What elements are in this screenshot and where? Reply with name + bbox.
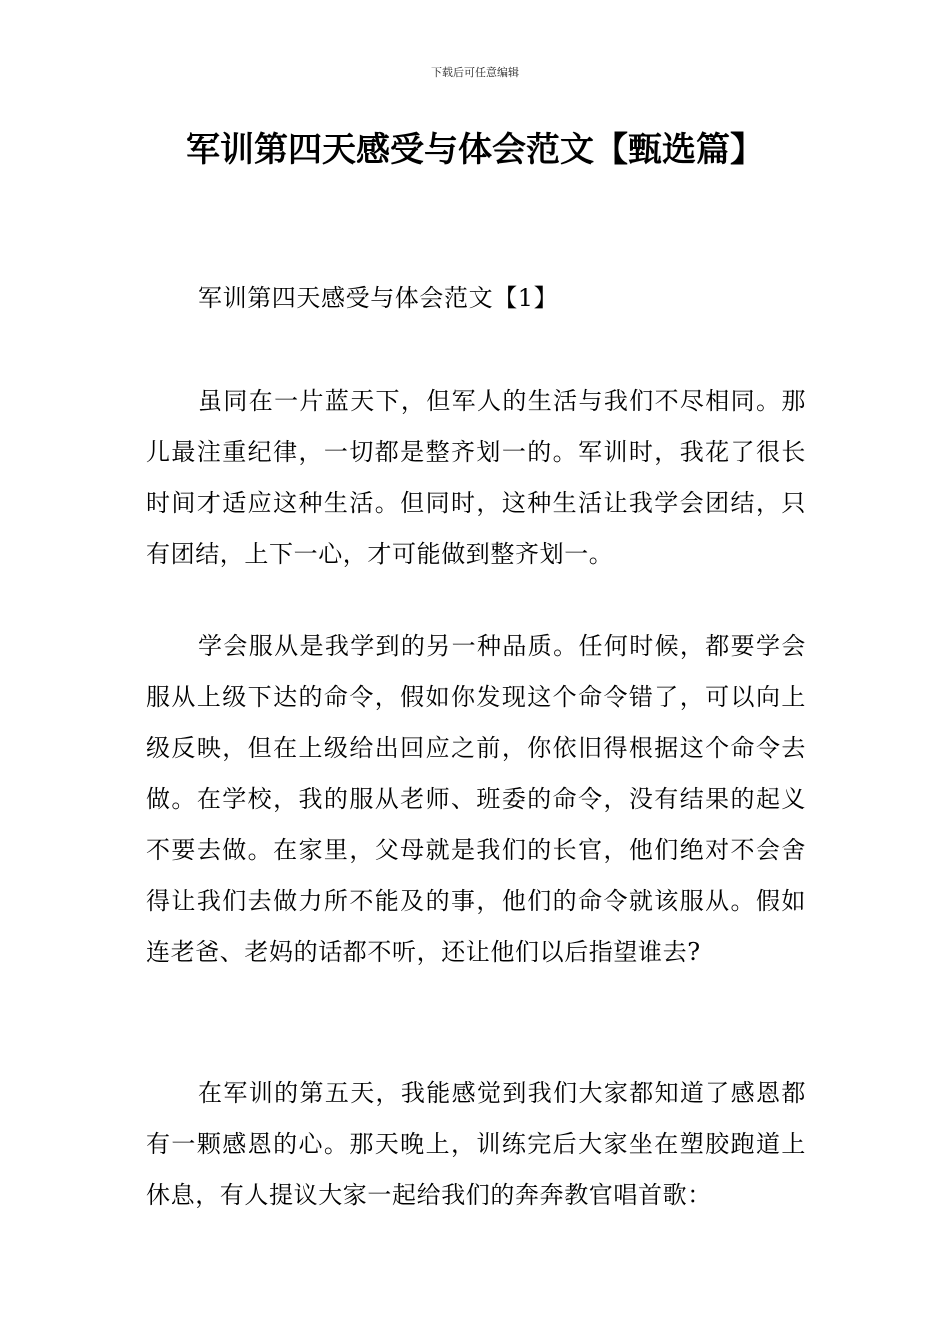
paragraph-3: 在军训的第五天，我能感觉到我们大家都知道了感恩都有一颗感恩的心。那天晚上，训练完后大家坐在塑胶跑道上休息，有人提议大家一起给我们的奔奔教官唱首歌： <box>146 1079 806 1209</box>
paragraph-1: 虽同在一片蓝天下，但军人的生活与我们不尽相同。那儿最注重纪律，一切都是整齐划一的。军训时，我花了很长时间才适应这种生活。但同时，这种生活让我学会团结，只有团结，上下一心，才可能做到整齐划一。 <box>146 387 806 568</box>
section-heading: 军训第四天感受与体会范文【1】 <box>198 284 559 312</box>
header-note: 下载后可任意编辑 <box>431 66 519 79</box>
document-title: 军训第四天感受与体会范文【甄选篇】 <box>186 130 764 170</box>
paragraph-2: 学会服从是我学到的另一种品质。任何时候，都要学会服从上级下达的命令，假如你发现这个命令错了，可以向上级反映，但在上级给出回应之前，你依旧得根据这个命令去做。在学校，我的服从老师、班委的命令，没有结果的起义不要去做。在家里，父母就是我们的长官，他们绝对不会舍得让我们去做力所不能及的事，他们的命令就该服从。假如连老爸、老妈的话都不听，还让他们以后指望谁去? <box>146 632 806 966</box>
